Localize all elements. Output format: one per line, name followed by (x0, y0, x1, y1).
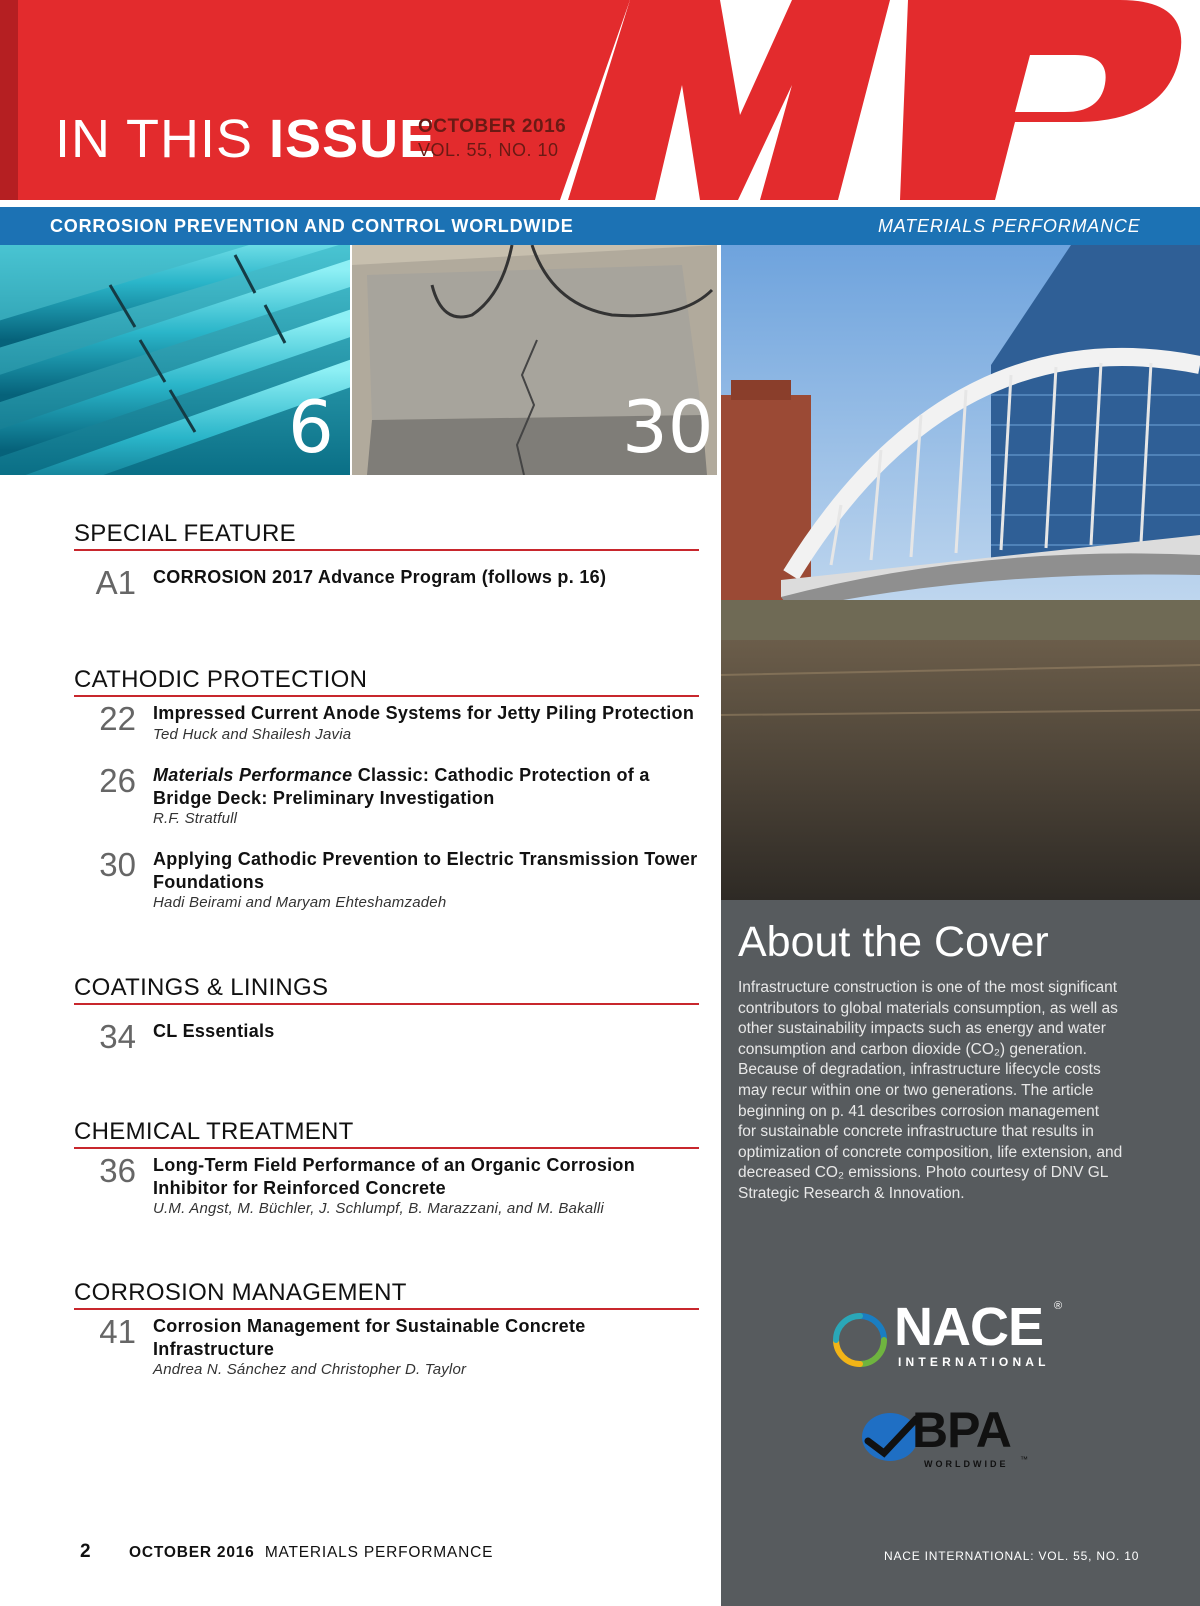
about-cover-text: Infrastructure construction is one of the most significant contributors to global materials consumption, as well as other sustainability impacts such as energy and water consumption and carbon dioxide (CO₂) generation. Because of degradation, infrastructure lifecycle costs may recur within one or two generations. The article beginning on p. 41 describes corrosion management for sustainable concrete infrastructure that results in optimization of concrete composition, life extension, and decreased CO₂ emissions. Photo courtesy of DNV GL Strategic Research & Innovation. (738, 979, 1123, 1202)
article-title[interactable]: Materials Performance Classic: Cathodic Protection of a Bridge Deck: Preliminary Investigation (153, 765, 650, 808)
pipes-photo[interactable] (0, 245, 350, 475)
article-authors: U.M. Angst, M. Büchler, J. Schlumpf, B. Marazzani, and M. Bakalli (153, 1200, 604, 1217)
nace-sub: INTERNATIONAL (898, 1355, 1050, 1369)
bpa-name: BPA (912, 1402, 1011, 1458)
article-title[interactable]: Impressed Current Anode Systems for Jetty Piling Protection (153, 703, 695, 723)
article-page-number: 22 (99, 700, 136, 737)
mp-logo (560, 0, 1200, 200)
nace-name: NACE (894, 1297, 1044, 1357)
nace-emblem-icon (826, 1310, 894, 1372)
concrete-photo[interactable] (352, 245, 717, 475)
section-heading-chemical-treatment: CHEMICAL TREATMENT (74, 1118, 699, 1149)
photo-page-number: 6 (288, 385, 334, 469)
section-heading-cathodic-protection: CATHODIC PROTECTION (74, 666, 699, 697)
article-authors: Hadi Beirami and Maryam Ehteshamzadeh (153, 894, 447, 911)
nace-registered: ® (1054, 1300, 1063, 1312)
bpa-trademark: ™ (1020, 1455, 1028, 1464)
article-page-number: 34 (99, 1018, 136, 1055)
article-title[interactable]: Applying Cathodic Prevention to Electric Transmission Tower Foundations (153, 849, 698, 892)
header-edge-stripe (0, 0, 18, 200)
footer-volume: NACE INTERNATIONAL: VOL. 55, NO. 10 (884, 1549, 1140, 1563)
article-title[interactable]: Corrosion Management for Sustainable Concrete Infrastructure (153, 1316, 586, 1359)
about-cover-title: About the Cover (738, 918, 1049, 966)
article-page-number: 30 (99, 846, 136, 883)
article-page-number: 36 (99, 1152, 136, 1189)
section-heading-corrosion-management: CORROSION MANAGEMENT (74, 1279, 699, 1310)
article-page-number: 26 (99, 762, 136, 799)
article-page-number: A1 (95, 564, 136, 601)
article-authors: Ted Huck and Shailesh Javia (153, 726, 352, 743)
article-authors: Andrea N. Sánchez and Christopher D. Taylor (153, 1361, 467, 1378)
tagline-left: CORROSION PREVENTION AND CONTROL WORLDWIDE (50, 216, 574, 236)
tagline-right: MATERIALS PERFORMANCE (878, 216, 1141, 236)
bpa-sub: WORLDWIDE (924, 1459, 1009, 1469)
section-heading-coatings-linings: COATINGS & LININGS (74, 974, 699, 1005)
section-heading-special-feature: SPECIAL FEATURE (74, 520, 699, 551)
article-page-number: 41 (99, 1313, 136, 1350)
article-title[interactable]: CL Essentials (153, 1021, 275, 1041)
footer-page-number: 2 (80, 1541, 91, 1562)
nace-logo (826, 1297, 1066, 1372)
photo-page-number: 30 (622, 385, 714, 469)
article-title[interactable]: CORROSION 2017 Advance Program (follows p. 16) (153, 567, 607, 587)
bpa-globe-icon (860, 1411, 920, 1463)
issue-date: OCTOBER 2016 (418, 116, 567, 137)
issue-title: IN THIS ISSUE (55, 109, 437, 169)
cover-bridge-photo[interactable] (721, 245, 1200, 900)
bpa-logo (860, 1402, 1040, 1475)
issue-volume: VOL. 55, NO. 10 (418, 140, 559, 160)
article-authors: R.F. Stratfull (153, 810, 238, 827)
footer-publication: OCTOBER 2016 MATERIALS PERFORMANCE (129, 1544, 494, 1561)
article-title[interactable]: Long-Term Field Performance of an Organic Corrosion Inhibitor for Reinforced Concrete (153, 1155, 636, 1198)
